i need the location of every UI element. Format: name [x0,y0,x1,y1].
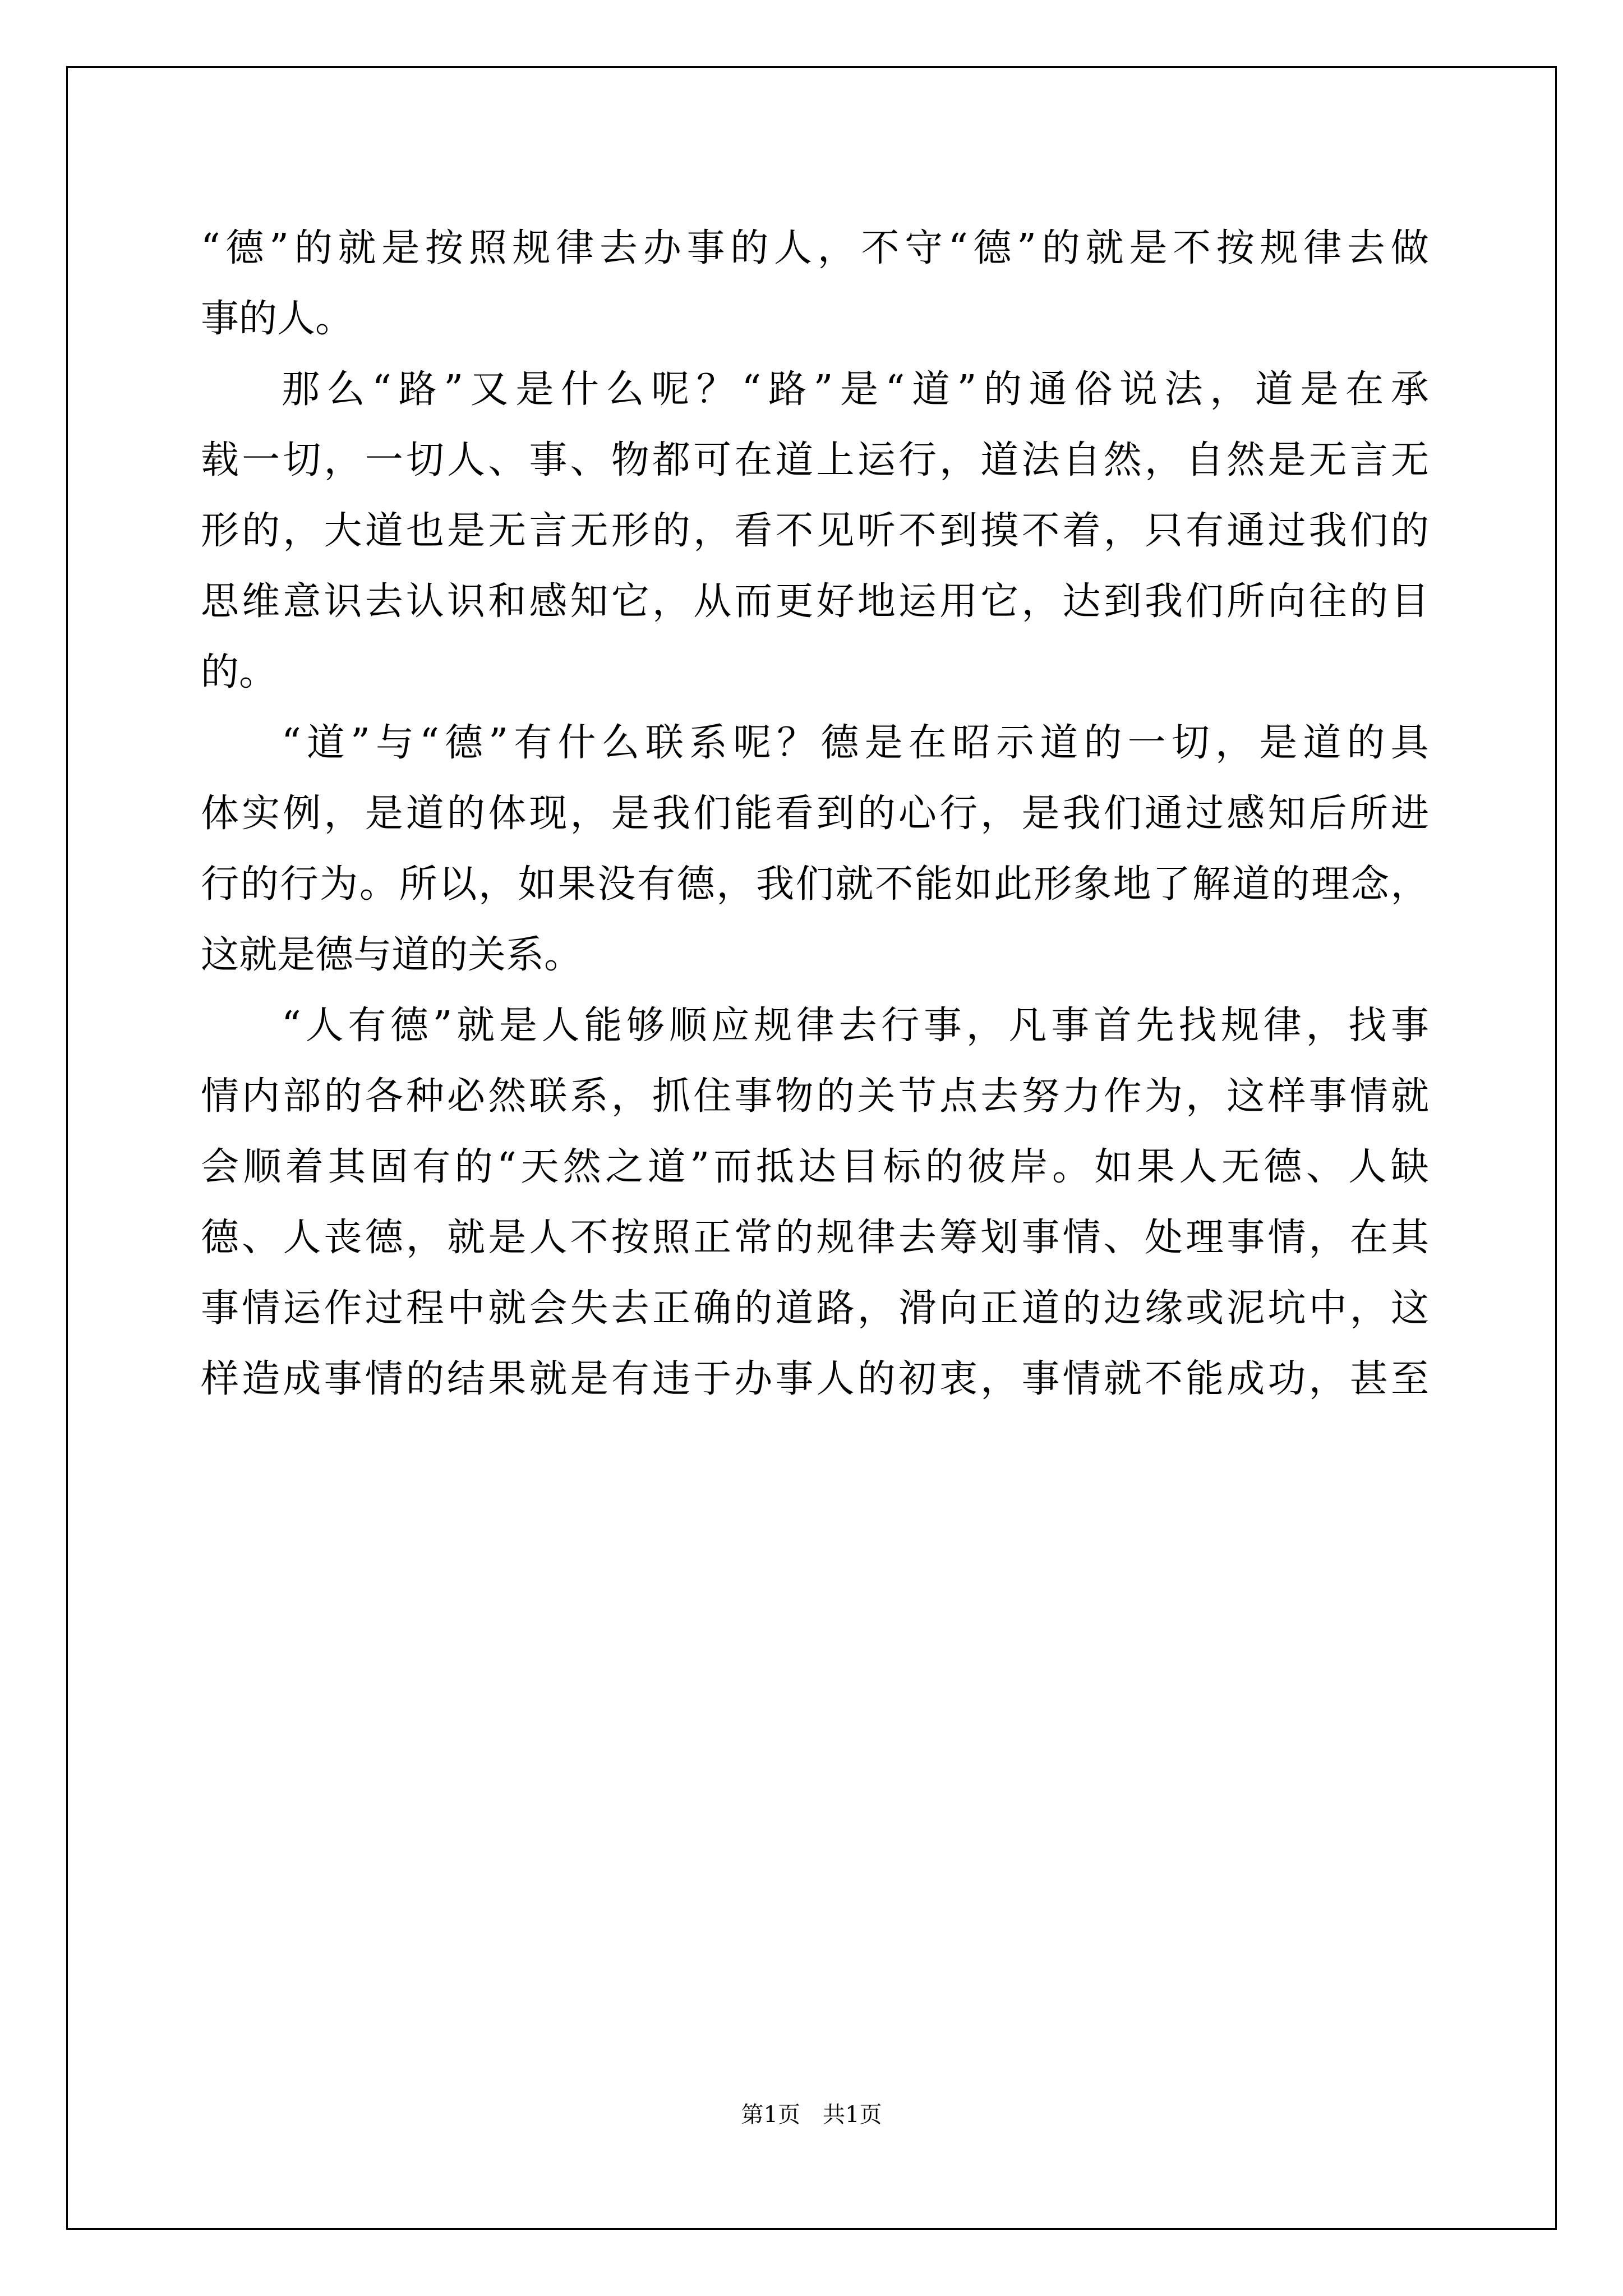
page-number-footer: 第1页 共1页 [741,2102,882,2128]
text-line: 样 造 成 事 情 的 结 果 就 是 有 违 于 办 事 人 的 初 衷 ， 事 情 就 不 能 成 功 ， 甚 至 [201,1357,1429,1401]
text-line: 的。 [201,650,278,694]
text-line: 情 内 部 的 各 种 必 然 联 系 ， 抓 住 事 物 的 关 节 点 去 努 力 作 为 ， 这 样 事 情 就 [201,1074,1429,1119]
text-line: “ 道 ” 与 “ 德 ” 有 什 么 联 系 呢 ？ 德 是 在 昭 示 道 的 一 切 ， 是 道 的 具 [282,721,1429,765]
text-line: 形 的 ， 大 道 也 是 无 言 无 形 的 ， 看 不 见 听 不 到 摸 不 着 ， 只 有 通 过 我 们 的 [201,509,1429,553]
text-line: 载 一 切 ， 一 切 人 、 事 、 物 都 可 在 道 上 运 行 ， 道 法 自 然 ， 自 然 是 无 言 无 [201,438,1429,482]
text-line: 体 实 例 ， 是 道 的 体 现 ， 是 我 们 能 看 到 的 心 行 ， 是 我 们 通 过 感 知 后 所 进 [201,792,1429,836]
text-line: 会 顺 着 其 固 有 的 “ 天 然 之 道 ” 而 抵 达 目 标 的 彼 岸 。 如 果 人 无 德 、 人 缺 [201,1145,1429,1189]
text-line: 德 、 人 丧 德 ， 就 是 人 不 按 照 正 常 的 规 律 去 筹 划 事 情 、 处 理 事 情 ， 在 其 [201,1216,1429,1260]
text-line: 事的人。 [201,297,354,341]
text-line: 事 情 运 作 过 程 中 就 会 失 去 正 确 的 道 路 ， 滑 向 正 道 的 边 缘 或 泥 坑 中 ， 这 [201,1286,1429,1331]
text-line: 行 的 行 为 。 所 以 ， 如 果 没 有 德 ， 我 们 就 不 能 如 此 形 象 地 了 解 道 的 理 念 ， [201,862,1429,907]
text-line: “ 德 ” 的 就 是 按 照 规 律 去 办 事 的 人 ， 不 守 “ 德 ” 的 就 是 不 按 规 律 去 做 [201,226,1429,270]
text-line: 思 维 意 识 去 认 识 和 感 知 它 ， 从 而 更 好 地 运 用 它 ， 达 到 我 们 所 向 往 的 目 [201,579,1429,624]
text-line: 那 么 “ 路 ” 又 是 什 么 呢 ？ “ 路 ” 是 “ 道 ” 的 通 俗 说 法 ， 道 是 在 承 [282,367,1429,412]
text-line: “ 人 有 德 ” 就 是 人 能 够 顺 应 规 律 去 行 事 ， 凡 事 首 先 找 规 律 ， 找 事 [282,1004,1429,1048]
document-body [201,213,1429,1415]
text-line: 这就是德与道的关系。 [201,933,583,977]
